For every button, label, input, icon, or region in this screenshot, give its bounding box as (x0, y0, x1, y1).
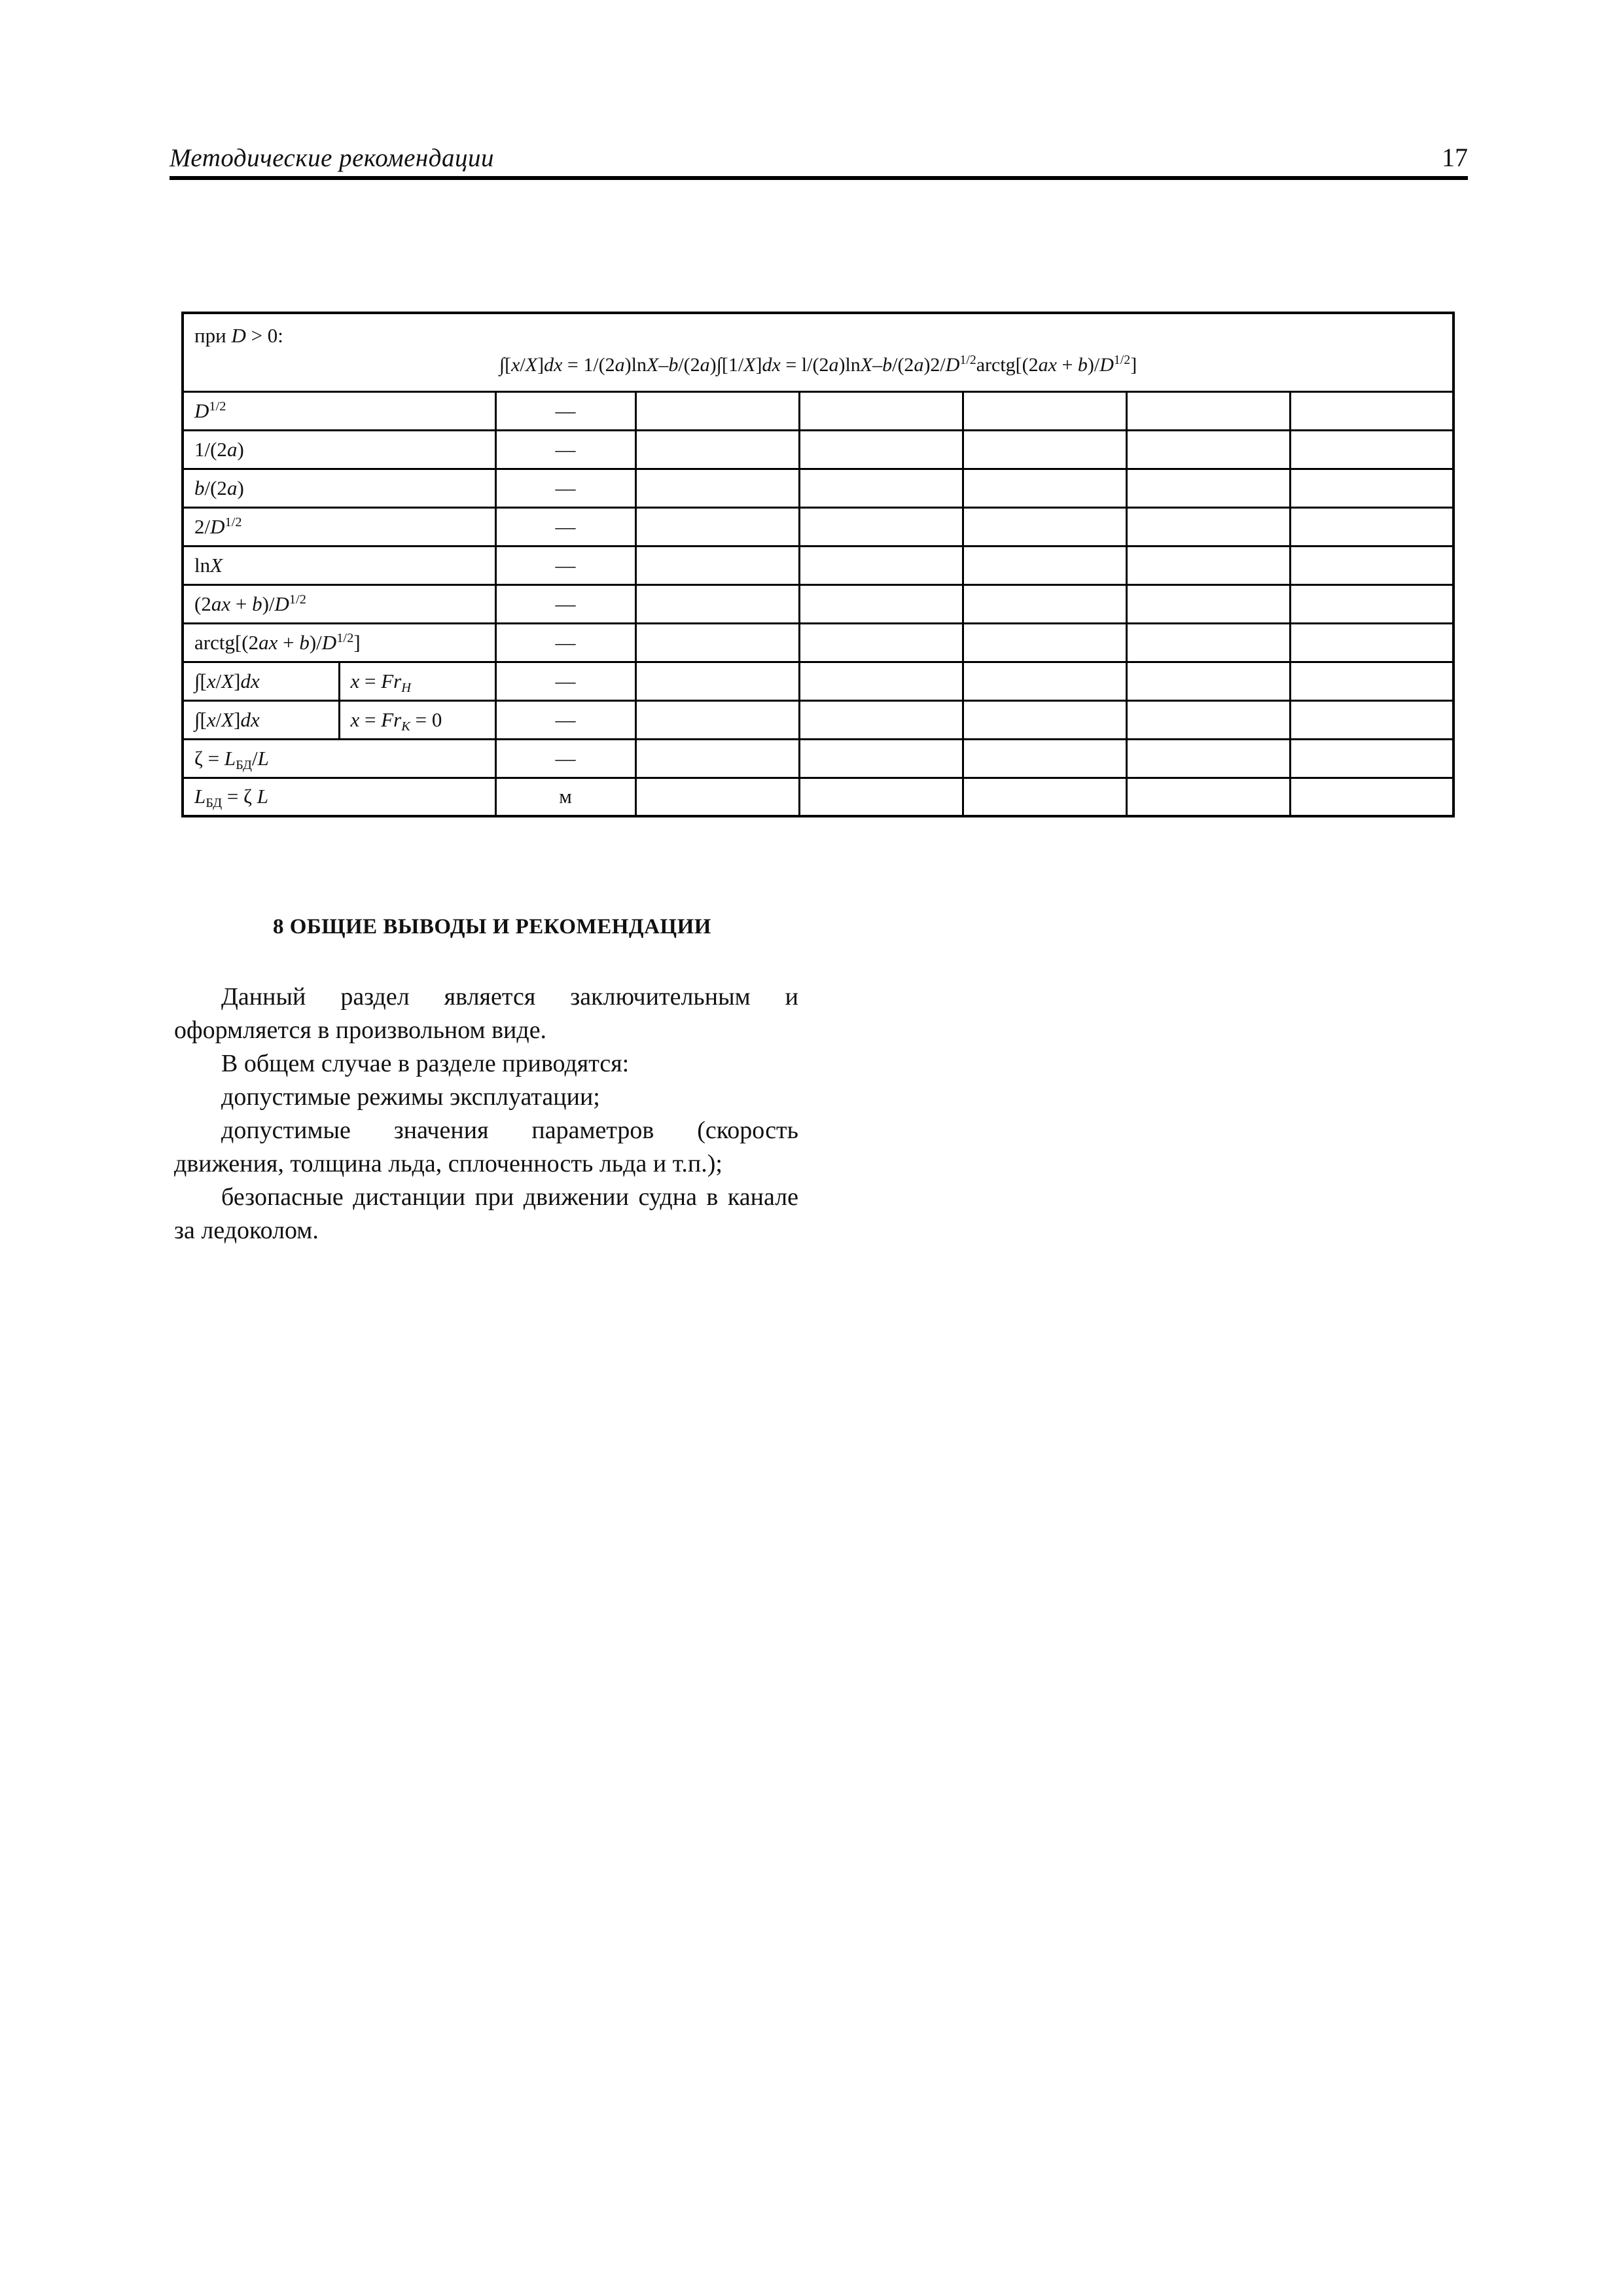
math-segment: arctg[(2 (976, 354, 1039, 376)
math-segment: 1/2 (289, 592, 307, 607)
row-label-cell (183, 507, 495, 546)
math-segment: )2/ (923, 354, 946, 376)
row-condition-cell (339, 700, 495, 739)
math-segment: dx (544, 354, 563, 376)
math-segment: /(2 (204, 476, 227, 499)
row-label-cell (183, 584, 495, 623)
math-segment: L (257, 746, 269, 770)
value-cell (1290, 623, 1454, 662)
value-cell (1126, 391, 1290, 430)
math-segment: D (321, 630, 337, 654)
math-segment: ] (234, 708, 241, 731)
math-segment: b (299, 630, 310, 654)
value-cell (963, 700, 1126, 739)
value-cell (963, 662, 1126, 700)
math-segment: / (520, 354, 526, 376)
math-segment: 1/2 (209, 399, 226, 414)
math-segment: – (658, 354, 669, 376)
math-segment: )/ (309, 630, 322, 654)
unit-cell: м (495, 778, 635, 816)
math-segment: = l/(2 (780, 354, 829, 376)
table-row (183, 430, 1454, 469)
value-cell (635, 546, 799, 584)
math-segment: x (350, 669, 360, 692)
table-row (183, 507, 1454, 546)
math-segment: /(2 (892, 354, 914, 376)
math-segment: /(2 (678, 354, 700, 376)
math-segment: ∫[ (194, 669, 207, 692)
math-segment: ] (1130, 354, 1137, 376)
body-paragraph: допустимые значения параметров (скорость движения, толщина льда, сплоченность льда и т.п.); (174, 1117, 798, 1177)
page-number: 17 (1442, 143, 1468, 172)
math-segment: L (194, 785, 206, 808)
math-segment: = (359, 708, 382, 731)
value-cell (1290, 778, 1454, 816)
table-body (183, 313, 1454, 816)
value-cell (963, 507, 1126, 546)
value-cell (635, 430, 799, 469)
math-segment: ] (755, 354, 762, 376)
value-cell (799, 700, 963, 739)
math-segment: + (1056, 354, 1078, 376)
math-segment: a (914, 354, 924, 376)
math-segment: X (647, 354, 659, 376)
condition-cell (183, 313, 1454, 391)
table-condition-row (183, 313, 1454, 391)
math-segment: ∫[ (499, 354, 512, 376)
value-cell (1290, 507, 1454, 546)
unit-cell: — (495, 430, 635, 469)
math-segment: БД (236, 757, 252, 772)
math-segment: L (224, 746, 236, 770)
math-segment: = (359, 669, 382, 692)
math-segment: X (210, 553, 223, 577)
math-segment: ] (234, 669, 241, 692)
math-segment: x (206, 708, 216, 731)
math-segment: a (700, 354, 710, 376)
unit-cell: — (495, 700, 635, 739)
value-cell (799, 778, 963, 816)
math-segment: D (1099, 354, 1114, 376)
math-segment: Fr (381, 669, 402, 692)
value-cell (963, 469, 1126, 507)
math-segment: X (221, 669, 234, 692)
math-segment: / (251, 746, 258, 770)
value-cell (1126, 469, 1290, 507)
math-segment: D (194, 399, 209, 422)
value-cell (635, 700, 799, 739)
value-cell (1126, 778, 1290, 816)
table-row (183, 546, 1454, 584)
math-segment: x (350, 708, 360, 731)
value-cell (635, 507, 799, 546)
math-segment: )ln (624, 354, 647, 376)
unit-cell: — (495, 739, 635, 778)
value-cell (635, 391, 799, 430)
math-segment: ) (237, 476, 244, 499)
condition-text (194, 323, 1442, 348)
table-row (183, 391, 1454, 430)
math-segment: K (401, 719, 410, 734)
section-heading: 8 ОБЩИЕ ВЫВОДЫ И РЕКОМЕНДАЦИИ (273, 915, 711, 939)
value-cell (799, 662, 963, 700)
value-cell (1126, 507, 1290, 546)
math-segment: БД (205, 796, 223, 811)
math-segment: a (615, 354, 625, 376)
value-cell (799, 584, 963, 623)
value-cell (799, 623, 963, 662)
math-segment: x (206, 669, 216, 692)
value-cell (1126, 700, 1290, 739)
math-segment: ln (194, 553, 211, 577)
value-cell (963, 623, 1126, 662)
value-cell (1290, 739, 1454, 778)
math-segment: + (277, 630, 300, 654)
value-cell (1290, 546, 1454, 584)
math-segment: = 0 (410, 708, 442, 731)
math-segment: при (194, 324, 232, 347)
body-paragraph: допустимые режимы эксплуатации; (221, 1083, 600, 1111)
row-label-cell (183, 391, 495, 430)
math-segment: X (525, 354, 538, 376)
row-label-cell (183, 430, 495, 469)
value-cell (635, 623, 799, 662)
value-cell (963, 546, 1126, 584)
value-cell (1126, 662, 1290, 700)
unit-cell: — (495, 507, 635, 546)
section-body (174, 980, 798, 1247)
math-segment: 1/2 (336, 630, 354, 645)
math-segment: / (215, 708, 222, 731)
math-segment: ζ = (194, 746, 224, 770)
value-cell (1290, 469, 1454, 507)
math-segment: arctg[(2 (194, 630, 259, 654)
math-segment: )∫[1/ (709, 354, 744, 376)
math-segment: = ζ (222, 785, 257, 808)
value-cell (799, 391, 963, 430)
math-segment: dx (240, 669, 260, 692)
math-segment: L (257, 785, 268, 808)
math-segment: + (230, 592, 253, 615)
value-cell (799, 546, 963, 584)
row-label-cell (183, 623, 495, 662)
math-segment: D (945, 354, 960, 376)
row-label-cell (183, 739, 495, 778)
math-segment: )ln (838, 354, 861, 376)
value-cell (635, 584, 799, 623)
math-segment: Fr (381, 708, 402, 731)
header-rule (169, 176, 1468, 180)
unit-cell: — (495, 662, 635, 700)
unit-cell: — (495, 623, 635, 662)
math-segment: 2/ (194, 514, 211, 538)
math-segment: a (226, 476, 238, 499)
row-label-cell (183, 778, 495, 816)
math-segment: dx (762, 354, 781, 376)
math-segment: b (194, 476, 205, 499)
value-cell (799, 507, 963, 546)
math-segment: dx (240, 708, 260, 731)
value-cell (1290, 662, 1454, 700)
math-segment: = 1/(2 (562, 354, 615, 376)
table-row (183, 469, 1454, 507)
body-paragraph: безопасные дистанции при движении судна в канале за ледоколом. (174, 1183, 798, 1244)
table-row (183, 739, 1454, 778)
value-cell (963, 739, 1126, 778)
math-segment: ) (237, 437, 244, 461)
formula-table (181, 312, 1455, 817)
math-segment: (2 (194, 592, 211, 615)
math-segment: ax (259, 630, 278, 654)
value-cell (963, 778, 1126, 816)
math-segment: – (872, 354, 883, 376)
unit-cell: — (495, 546, 635, 584)
math-segment: ] (353, 630, 361, 654)
unit-cell: — (495, 391, 635, 430)
math-segment: ax (1038, 354, 1057, 376)
value-cell (635, 778, 799, 816)
math-segment: X (221, 708, 234, 731)
math-segment: 1/(2 (194, 437, 227, 461)
value-cell (799, 430, 963, 469)
row-label-cell (183, 662, 339, 700)
value-cell (1126, 430, 1290, 469)
math-segment: D (231, 324, 246, 347)
table-row (183, 778, 1454, 816)
row-label-cell (183, 700, 339, 739)
row-condition-cell (339, 662, 495, 700)
value-cell (1290, 584, 1454, 623)
table-row (183, 662, 1454, 700)
value-cell (963, 391, 1126, 430)
math-segment: X (860, 354, 873, 376)
math-segment: ax (211, 592, 231, 615)
table-row (183, 584, 1454, 623)
math-segment: 1/2 (1113, 353, 1131, 368)
math-segment: ∫[ (194, 708, 207, 731)
value-cell (1126, 546, 1290, 584)
math-segment: D (210, 514, 225, 538)
math-segment: b (882, 354, 893, 376)
math-segment: X (743, 354, 756, 376)
value-cell (1126, 623, 1290, 662)
running-header (169, 139, 1468, 173)
unit-cell: — (495, 584, 635, 623)
math-segment: H (401, 680, 412, 695)
integral-formula (194, 352, 1442, 378)
table-row (183, 700, 1454, 739)
math-segment: a (829, 354, 839, 376)
math-segment: D (274, 592, 289, 615)
math-segment: b (1077, 354, 1088, 376)
value-cell (799, 739, 963, 778)
value-cell (635, 662, 799, 700)
math-segment: )/ (1087, 354, 1100, 376)
math-segment: 1/2 (224, 514, 242, 529)
math-segment: 1/2 (959, 353, 976, 368)
value-cell (635, 739, 799, 778)
math-segment: a (226, 437, 238, 461)
value-cell (635, 469, 799, 507)
math-segment: / (215, 669, 222, 692)
row-label-cell (183, 546, 495, 584)
table-row (183, 623, 1454, 662)
value-cell (963, 430, 1126, 469)
value-cell (1290, 700, 1454, 739)
body-paragraph: Данный раздел является заключительным и оформляется в произвольном виде. (174, 983, 798, 1044)
row-label-cell (183, 469, 495, 507)
math-segment: x (511, 354, 520, 376)
math-segment: > 0: (245, 324, 283, 347)
value-cell (1290, 391, 1454, 430)
value-cell (1290, 430, 1454, 469)
body-paragraph: В общем случае в разделе приводятся: (221, 1050, 630, 1077)
math-segment: b (668, 354, 679, 376)
math-segment: )/ (262, 592, 275, 615)
math-segment: b (252, 592, 262, 615)
unit-cell: — (495, 469, 635, 507)
math-segment: ] (537, 354, 544, 376)
value-cell (1126, 584, 1290, 623)
value-cell (799, 469, 963, 507)
value-cell (1126, 739, 1290, 778)
value-cell (963, 584, 1126, 623)
header-title: Методические рекомендации (169, 144, 494, 172)
